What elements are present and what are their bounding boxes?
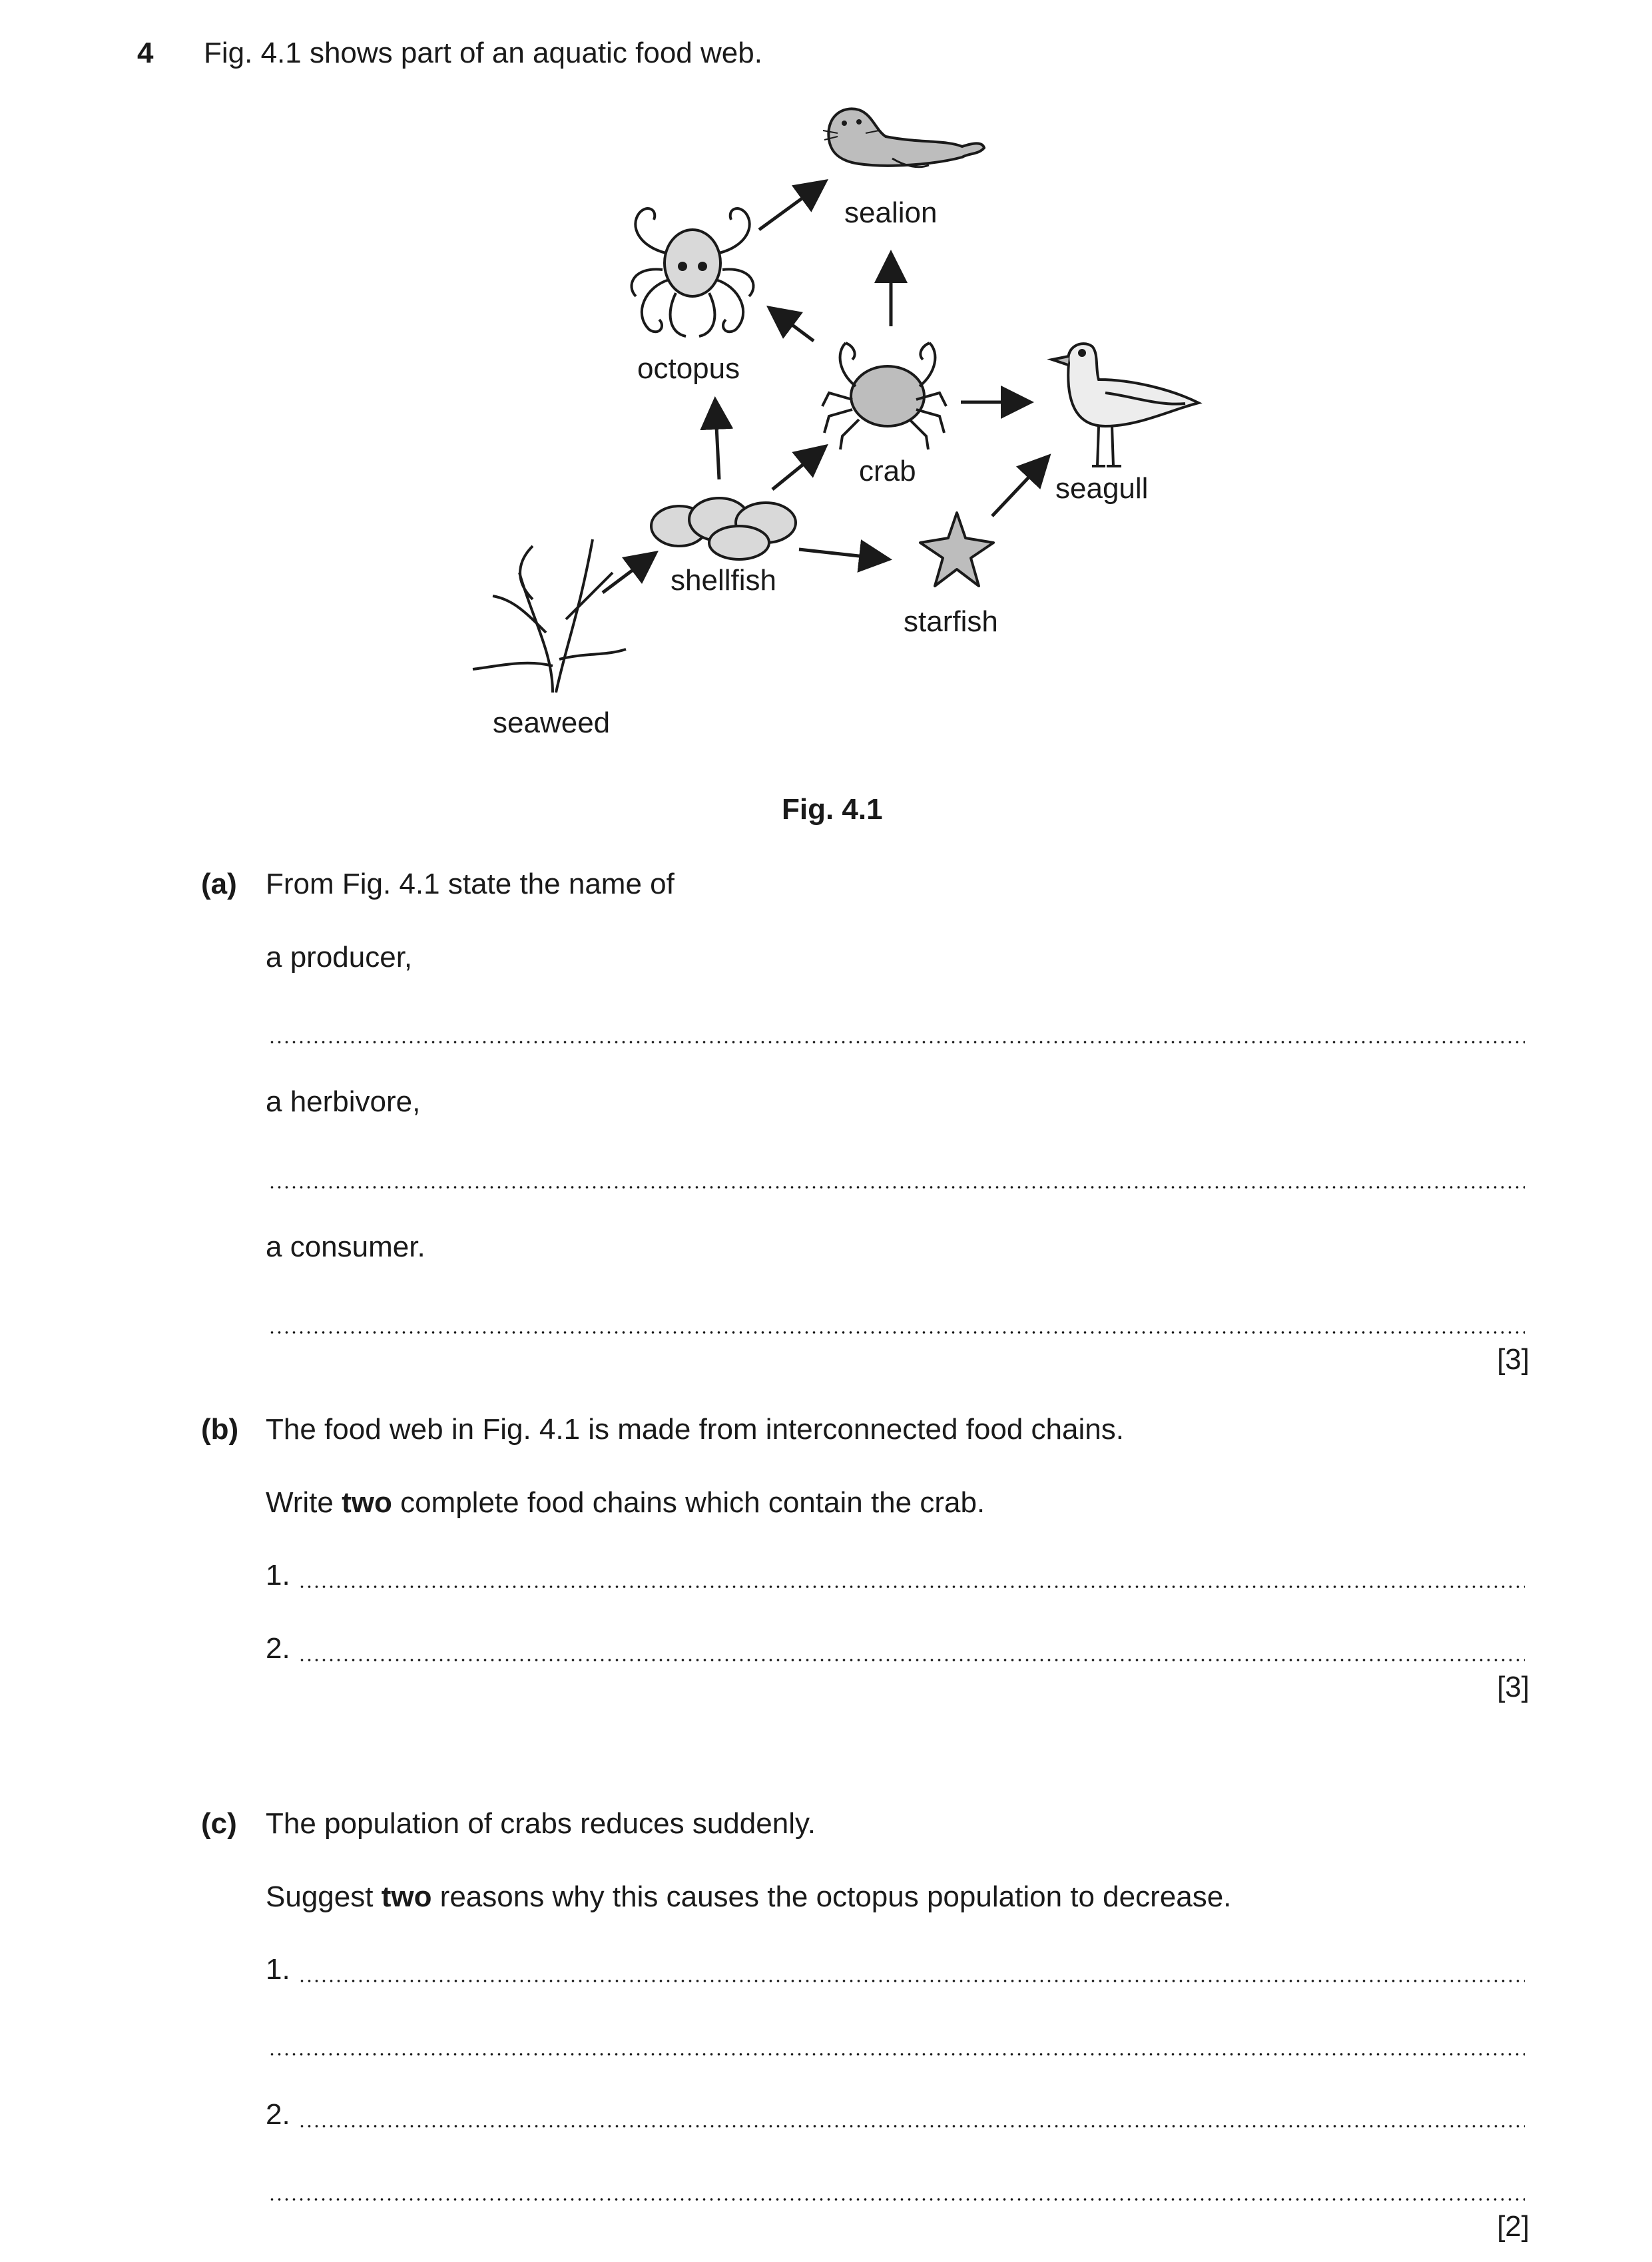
part-a-item-producer: a producer, (266, 941, 413, 974)
starfish-icon (920, 513, 993, 586)
answer-line-herbivore[interactable] (268, 1159, 1525, 1193)
part-c-label: (c) (201, 1807, 237, 1840)
line-number: 1. (266, 1559, 290, 1591)
part-a-item-consumer: a consumer. (266, 1231, 425, 1263)
arrow-crab-octopus (769, 308, 814, 341)
part-a-marks: [3] (1497, 1343, 1529, 1376)
part-c-stem: The population of crabs reduces suddenly. (266, 1807, 816, 1840)
question-intro: Fig. 4.1 shows part of an aquatic food web. (204, 37, 762, 69)
label-octopus: octopus (637, 352, 740, 385)
part-c-marks: [2] (1497, 2210, 1529, 2243)
label-seagull: seagull (1055, 472, 1149, 505)
label-crab: crab (859, 455, 916, 487)
label-starfish: starfish (904, 605, 998, 638)
arrow-shellfish-starfish (799, 549, 889, 559)
label-sealion: sealion (844, 196, 938, 229)
part-c-answer-line-1a[interactable] (266, 1952, 1525, 1987)
figure-caption: Fig. 4.1 (782, 793, 883, 826)
part-b-instruction: Write two complete food chains which contain the crab. (266, 1486, 985, 1519)
shellfish-icon (651, 498, 796, 559)
part-b-label: (b) (201, 1413, 239, 1446)
answer-line-consumer[interactable] (268, 1304, 1525, 1338)
answer-line-producer[interactable] (268, 1013, 1525, 1048)
crab-icon (822, 343, 946, 449)
part-a-item-herbivore: a herbivore, (266, 1085, 421, 1118)
part-b-marks: [3] (1497, 1671, 1529, 1703)
line-number: 2. (266, 2098, 290, 2131)
arrow-shellfish-crab (772, 446, 826, 489)
line-number: 2. (266, 1632, 290, 1665)
line-number: 1. (266, 1953, 290, 1986)
arrow-seaweed-shellfish (603, 553, 656, 593)
seaweed-icon (473, 539, 626, 693)
part-c-answer-line-2a[interactable] (266, 2098, 1525, 2132)
part-b-stem: The food web in Fig. 4.1 is made from interconnected food chains. (266, 1413, 1124, 1446)
label-shellfish: shellfish (671, 564, 776, 597)
arrow-shellfish-octopus (715, 400, 719, 479)
question-number: 4 (137, 37, 154, 69)
seagull-icon (1052, 344, 1199, 466)
part-c-answer-line-1b[interactable] (268, 2026, 1525, 2060)
arrow-octopus-sealion (759, 181, 826, 230)
octopus-icon (631, 208, 753, 336)
part-a-stem: From Fig. 4.1 state the name of (266, 868, 675, 900)
food-web-diagram (0, 0, 1652, 799)
part-a-label: (a) (201, 868, 237, 900)
part-b-answer-line-2[interactable] (266, 1631, 1525, 1666)
label-seaweed: seaweed (493, 707, 611, 739)
arrow-starfish-seagull (992, 456, 1049, 516)
sealion-icon (823, 109, 984, 166)
part-c-answer-line-2b[interactable] (268, 2171, 1525, 2205)
part-b-answer-line-1[interactable] (266, 1558, 1525, 1593)
part-c-instruction: Suggest two reasons why this causes the octopus population to decrease. (266, 1880, 1232, 1913)
